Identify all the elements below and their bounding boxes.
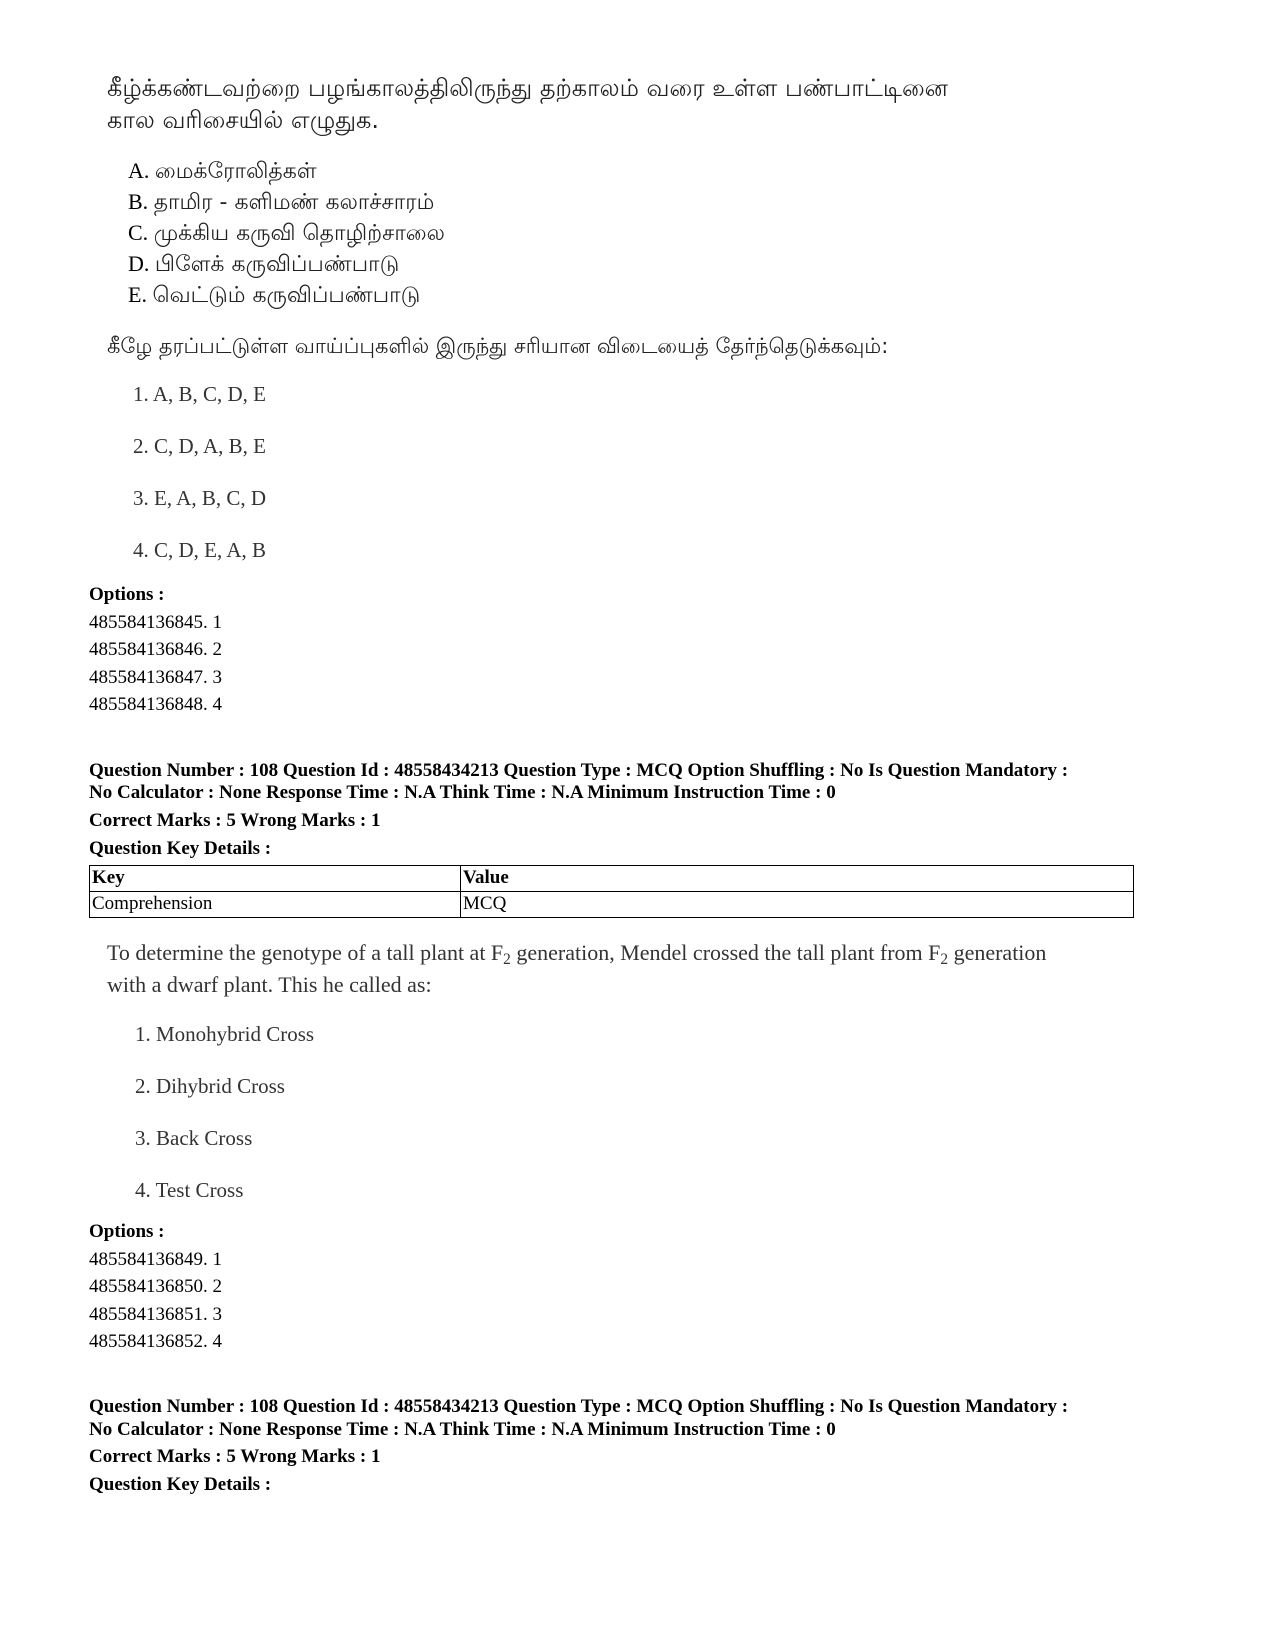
list-item: A. மைக்ரோலித்கள் [128, 158, 317, 184]
question-2-options-label: Options : [89, 1221, 165, 1242]
question-1-choice-2: 2. C, D, A, B, E [133, 434, 267, 458]
question-1-option-4: 485584136848. 4 [89, 694, 222, 715]
question-2-option-4: 485584136852. 4 [89, 1331, 222, 1352]
question-2-marks: Correct Marks : 5 Wrong Marks : 1 [89, 810, 381, 831]
table-cell-value: MCQ [461, 892, 1134, 918]
question-1-options-label: Options : [89, 584, 165, 605]
question-1-choice-4: 4. C, D, E, A, B [133, 538, 267, 562]
question-1-choice-3: 3. E, A, B, C, D [133, 486, 267, 510]
question-1-item-list [128, 155, 445, 312]
list-item: B. தாமிர - களிமண் கலாச்சாரம் [128, 189, 435, 215]
question-2-choice-3: 3. Back Cross [135, 1126, 253, 1150]
question-2-option-3: 485584136851. 3 [89, 1304, 222, 1325]
question-2-text-line-1: To determine the genotype of a tall plant at $F_2$ generation, Mendel crossed the tall plant from $F_2$ generation [107, 940, 1047, 968]
table-cell-key: Comprehension [90, 892, 461, 918]
question-3-meta-line-2: No Calculator : None Response Time : N.A Think Time : N.A Minimum Instruction Time : 0 [89, 1419, 836, 1440]
question-3-marks: Correct Marks : 5 Wrong Marks : 1 [89, 1446, 381, 1467]
question-key-table [89, 865, 1134, 918]
question-1-choice-1: 1. A, B, C, D, E [133, 382, 267, 406]
table-row [90, 892, 1134, 918]
question-2-key-details-label: Question Key Details : [89, 838, 272, 859]
question-1-instruction: கீழே தரப்பட்டுள்ள வாய்ப்புகளில் இருந்து சரியான விடையைத் தேர்ந்தெடுக்கவும்: [107, 334, 889, 358]
question-1-option-1: 485584136845. 1 [89, 612, 222, 633]
question-2-option-2: 485584136850. 2 [89, 1276, 222, 1297]
question-1-title-line-1: கீழ்க்கண்டவற்றை பழங்காலத்திலிருந்து தற்காலம் வரை உள்ள பண்பாட்டினை [107, 74, 948, 102]
list-item: C. முக்கிய கருவி தொழிற்சாலை [128, 220, 445, 246]
list-item: E. வெட்டும் கருவிப்பண்பாடு [128, 282, 421, 308]
question-2-meta-line-1: Question Number : 108 Question Id : 48558434213 Question Type : MCQ Option Shuffling : No Is Question Mandatory : [89, 760, 1069, 781]
question-2-choice-1: 1. Monohybrid Cross [135, 1022, 315, 1046]
table-header-key: Key [90, 866, 461, 892]
list-item: D. பிளேக் கருவிப்பண்பாடு [128, 251, 400, 277]
question-2-option-1: 485584136849. 1 [89, 1249, 222, 1270]
table-header-row [90, 866, 1134, 892]
question-3-meta-line-1: Question Number : 108 Question Id : 48558434213 Question Type : MCQ Option Shuffling : No Is Question Mandatory : [89, 1396, 1069, 1417]
table-header-value: Value [461, 866, 1134, 892]
question-3-key-details-label: Question Key Details : [89, 1474, 272, 1495]
question-2-choice-4: 4. Test Cross [135, 1178, 244, 1202]
question-2-text-line-2: with a dwarf plant. This he called as: [107, 972, 432, 997]
question-2-meta-line-2: No Calculator : None Response Time : N.A Think Time : N.A Minimum Instruction Time : 0 [89, 782, 836, 803]
question-1-option-3: 485584136847. 3 [89, 667, 222, 688]
question-1-title-line-2: கால வரிசையில் எழுதுக. [107, 106, 380, 134]
question-2-choice-2: 2. Dihybrid Cross [135, 1074, 285, 1098]
question-1-option-2: 485584136846. 2 [89, 639, 222, 660]
